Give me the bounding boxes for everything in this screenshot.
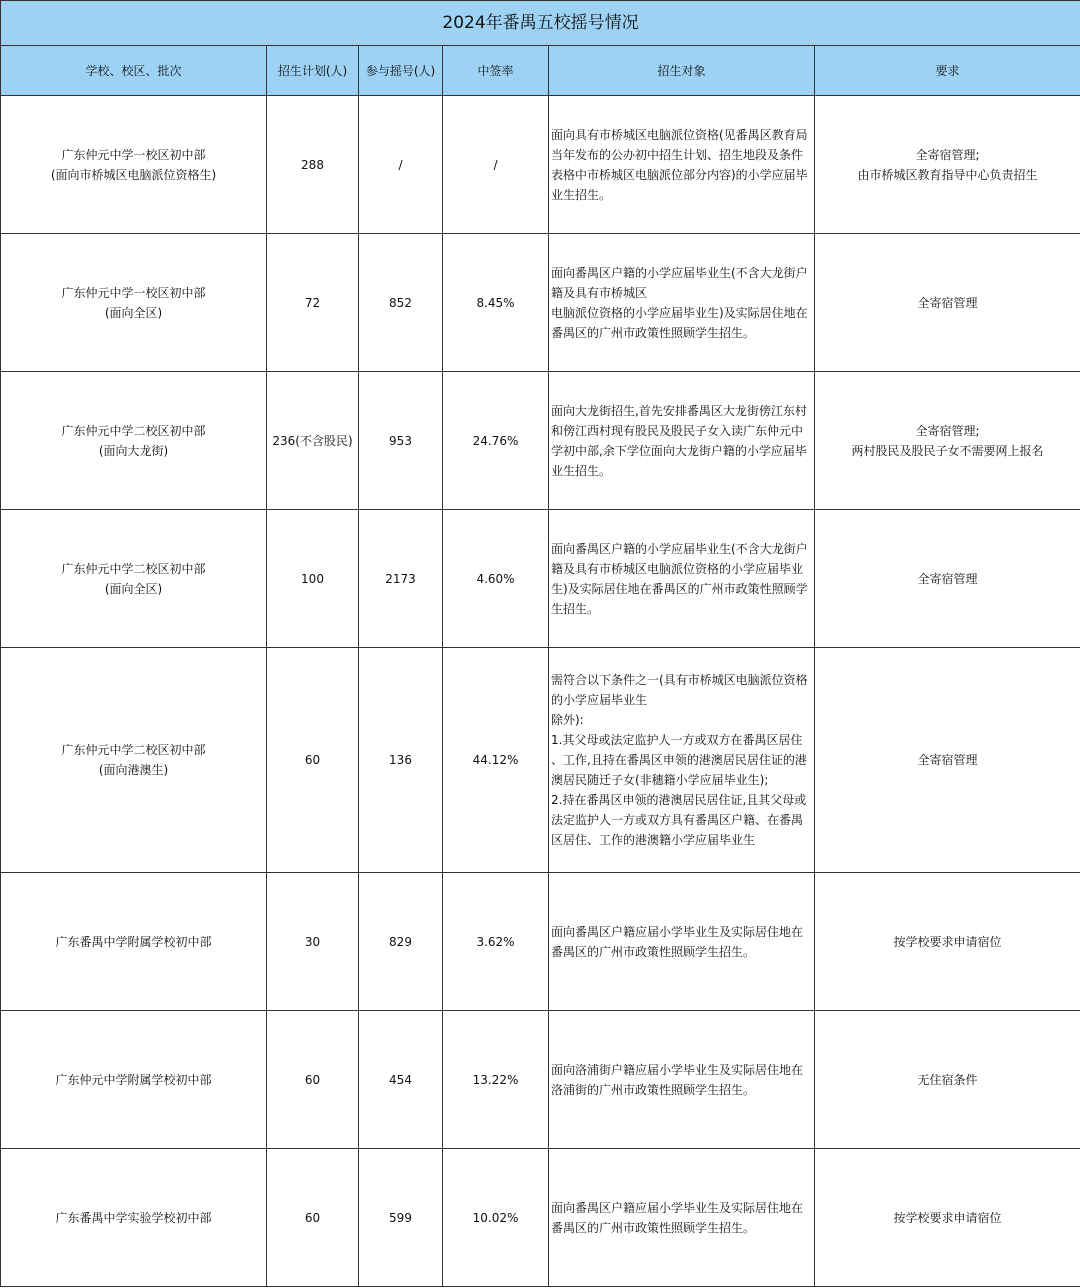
applicants-cell: 852	[359, 234, 443, 372]
header-rate: 中签率	[443, 46, 549, 96]
school-line: 广东仲元中学一校区初中部	[61, 285, 206, 300]
requirement-cell	[815, 234, 1080, 372]
school-line: 广东仲元中学一校区初中部	[61, 147, 206, 162]
target-line: 澳居民随迁子女(非穗籍小学应届毕业生);	[551, 773, 769, 787]
requirement-line: 全寄宿管理	[917, 295, 978, 310]
target-line: 面向具有市桥城区电脑派位资格(见番禺区教育局	[551, 127, 808, 142]
table-row	[1, 873, 1080, 1011]
requirement-line: 全寄宿管理;	[915, 147, 980, 162]
plan-cell: 30	[267, 873, 359, 1011]
applicants-cell: 953	[359, 372, 443, 510]
table-title: 2024年番禺五校摇号情况	[1, 1, 1080, 46]
target-cell	[549, 648, 815, 873]
table-row	[1, 510, 1080, 648]
target-cell	[549, 1149, 815, 1287]
target-line: 洛浦街的广州市政策性照顾学生招生。	[551, 1082, 756, 1097]
target-cell	[549, 873, 815, 1011]
requirement-cell	[815, 372, 1080, 510]
plan-cell: 72	[267, 234, 359, 372]
target-line: 籍及具有市桥城区电脑派位资格的小学应届毕业	[551, 561, 804, 576]
target-line: 面向番禺区户籍的小学应届毕业生(不含大龙街户	[551, 265, 808, 280]
rate-cell: 24.76%	[443, 372, 549, 510]
header-requirement: 要求	[815, 46, 1080, 96]
target-line: 除外):	[551, 713, 584, 727]
target-line: 番禺区的广州市政策性照顾学生招生。	[551, 944, 756, 959]
target-line: 业生招生。	[551, 187, 612, 202]
target-line: 当年发布的公办初中招生计划、招生地段及条件	[551, 147, 804, 162]
target-cell	[549, 1011, 815, 1149]
school-line: 广东番禺中学实验学校初中部	[55, 1210, 212, 1225]
rate-cell: /	[443, 96, 549, 234]
target-line: 1.其父母或法定监护人一方或双方在番禺区居住	[551, 733, 803, 747]
target-line: 面向大龙街招生,首先安排番禺区大龙街傍江东村	[551, 403, 807, 418]
requirement-line: 由市桥城区教育指导中心负责招生	[857, 167, 1038, 182]
school-cell	[1, 1011, 267, 1149]
target-line: 法定监护人一方或双方具有番禺区户籍、在番禺	[551, 813, 804, 827]
school-line: (面向全区)	[104, 581, 163, 596]
target-line: 需符合以下条件之一(具有市桥城区电脑派位资格	[551, 673, 808, 687]
requirement-cell	[815, 873, 1080, 1011]
school-line: 广东仲元中学二校区初中部	[61, 423, 206, 438]
requirement-cell	[815, 1011, 1080, 1149]
rate-cell: 10.02%	[443, 1149, 549, 1287]
table-row	[1, 372, 1080, 510]
school-cell	[1, 372, 267, 510]
target-line: 和傍江西村现有股民及股民子女入读广东仲元中	[551, 423, 804, 438]
target-line: 番禺区的广州市政策性照顾学生招生。	[551, 1220, 756, 1235]
school-line: (面向大龙街)	[98, 443, 169, 458]
plan-cell: 60	[267, 1149, 359, 1287]
requirement-line: 全寄宿管理;	[915, 423, 980, 438]
applicants-cell: 829	[359, 873, 443, 1011]
school-cell	[1, 234, 267, 372]
table-row	[1, 234, 1080, 372]
target-line: 电脑派位资格的小学应届毕业生)及实际居住地在	[551, 305, 808, 320]
target-cell	[549, 234, 815, 372]
target-line: 生招生。	[551, 601, 600, 616]
header-row	[1, 46, 1080, 96]
requirement-cell	[815, 510, 1080, 648]
plan-cell: 236(不含股民)	[267, 372, 359, 510]
requirement-cell	[815, 1149, 1080, 1287]
table-row	[1, 648, 1080, 873]
target-line: 表格中市桥城区电脑派位部分内容)的小学应届毕	[551, 167, 808, 182]
requirement-line: 无住宿条件	[917, 1072, 978, 1087]
requirement-line: 全寄宿管理	[917, 753, 978, 767]
rate-cell: 3.62%	[443, 873, 549, 1011]
target-line: 区居住、工作的港澳籍小学应届毕业生	[551, 833, 756, 847]
target-line: 的小学应届毕业生	[551, 693, 648, 707]
header-target: 招生对象	[549, 46, 815, 96]
school-line: 广东仲元中学二校区初中部	[61, 743, 206, 757]
table-row	[1, 96, 1080, 234]
school-cell	[1, 96, 267, 234]
header-school: 学校、校区、批次	[1, 46, 267, 96]
applicants-cell: 599	[359, 1149, 443, 1287]
school-line: 广东仲元中学二校区初中部	[61, 561, 206, 576]
table-row	[1, 1011, 1080, 1149]
target-line: 生)及实际居住地在番禺区的广州市政策性照顾学	[551, 581, 808, 596]
target-line: 业生招生。	[551, 463, 612, 478]
rate-cell: 13.22%	[443, 1011, 549, 1149]
school-line: 广东仲元中学附属学校初中部	[55, 1072, 212, 1087]
target-cell	[549, 372, 815, 510]
school-line: (面向全区)	[104, 305, 163, 320]
rate-cell: 8.45%	[443, 234, 549, 372]
target-cell	[549, 96, 815, 234]
target-line: 面向番禺区户籍应届小学毕业生及实际居住地在	[551, 1200, 804, 1215]
applicants-cell: 136	[359, 648, 443, 873]
target-line: 面向番禺区户籍应届小学毕业生及实际居住地在	[551, 924, 804, 939]
plan-cell: 60	[267, 1011, 359, 1149]
target-cell	[549, 510, 815, 648]
school-cell	[1, 648, 267, 873]
rate-cell: 4.60%	[443, 510, 549, 648]
target-line: 、工作,且持在番禺区申领的港澳居民居住证的港	[551, 753, 807, 767]
target-line: 面向洛浦街户籍应届小学毕业生及实际居住地在	[551, 1062, 804, 1077]
requirement-line: 按学校要求申请宿位	[893, 1210, 1002, 1225]
requirement-cell	[815, 96, 1080, 234]
requirement-line: 按学校要求申请宿位	[893, 934, 1002, 949]
target-line: 2.持在番禺区申领的港澳居民居住证,且其父母或	[551, 793, 807, 807]
applicants-cell: /	[359, 96, 443, 234]
school-cell	[1, 873, 267, 1011]
requirement-line: 全寄宿管理	[917, 571, 978, 586]
plan-cell: 288	[267, 96, 359, 234]
plan-cell: 60	[267, 648, 359, 873]
plan-cell: 100	[267, 510, 359, 648]
table-row	[1, 1149, 1080, 1287]
applicants-cell: 454	[359, 1011, 443, 1149]
target-line: 学初中部,余下学位面向大龙街户籍的小学应届毕	[551, 443, 807, 458]
school-cell	[1, 1149, 267, 1287]
target-line: 籍及具有市桥城区	[551, 285, 648, 300]
target-line: 面向番禺区户籍的小学应届毕业生(不含大龙街户	[551, 541, 808, 556]
requirement-line: 两村股民及股民子女不需要网上报名	[851, 443, 1044, 458]
school-line: (面向港澳生)	[98, 763, 169, 777]
header-plan: 招生计划(人)	[267, 46, 359, 96]
school-line: (面向市桥城区电脑派位资格生)	[50, 167, 217, 182]
header-applicants: 参与摇号(人)	[359, 46, 443, 96]
requirement-cell	[815, 648, 1080, 873]
school-line: 广东番禺中学附属学校初中部	[55, 934, 212, 949]
rate-cell: 44.12%	[443, 648, 549, 873]
target-line: 番禺区的广州市政策性照顾学生招生。	[551, 325, 756, 340]
applicants-cell: 2173	[359, 510, 443, 648]
school-cell	[1, 510, 267, 648]
title-row	[1, 1, 1080, 46]
